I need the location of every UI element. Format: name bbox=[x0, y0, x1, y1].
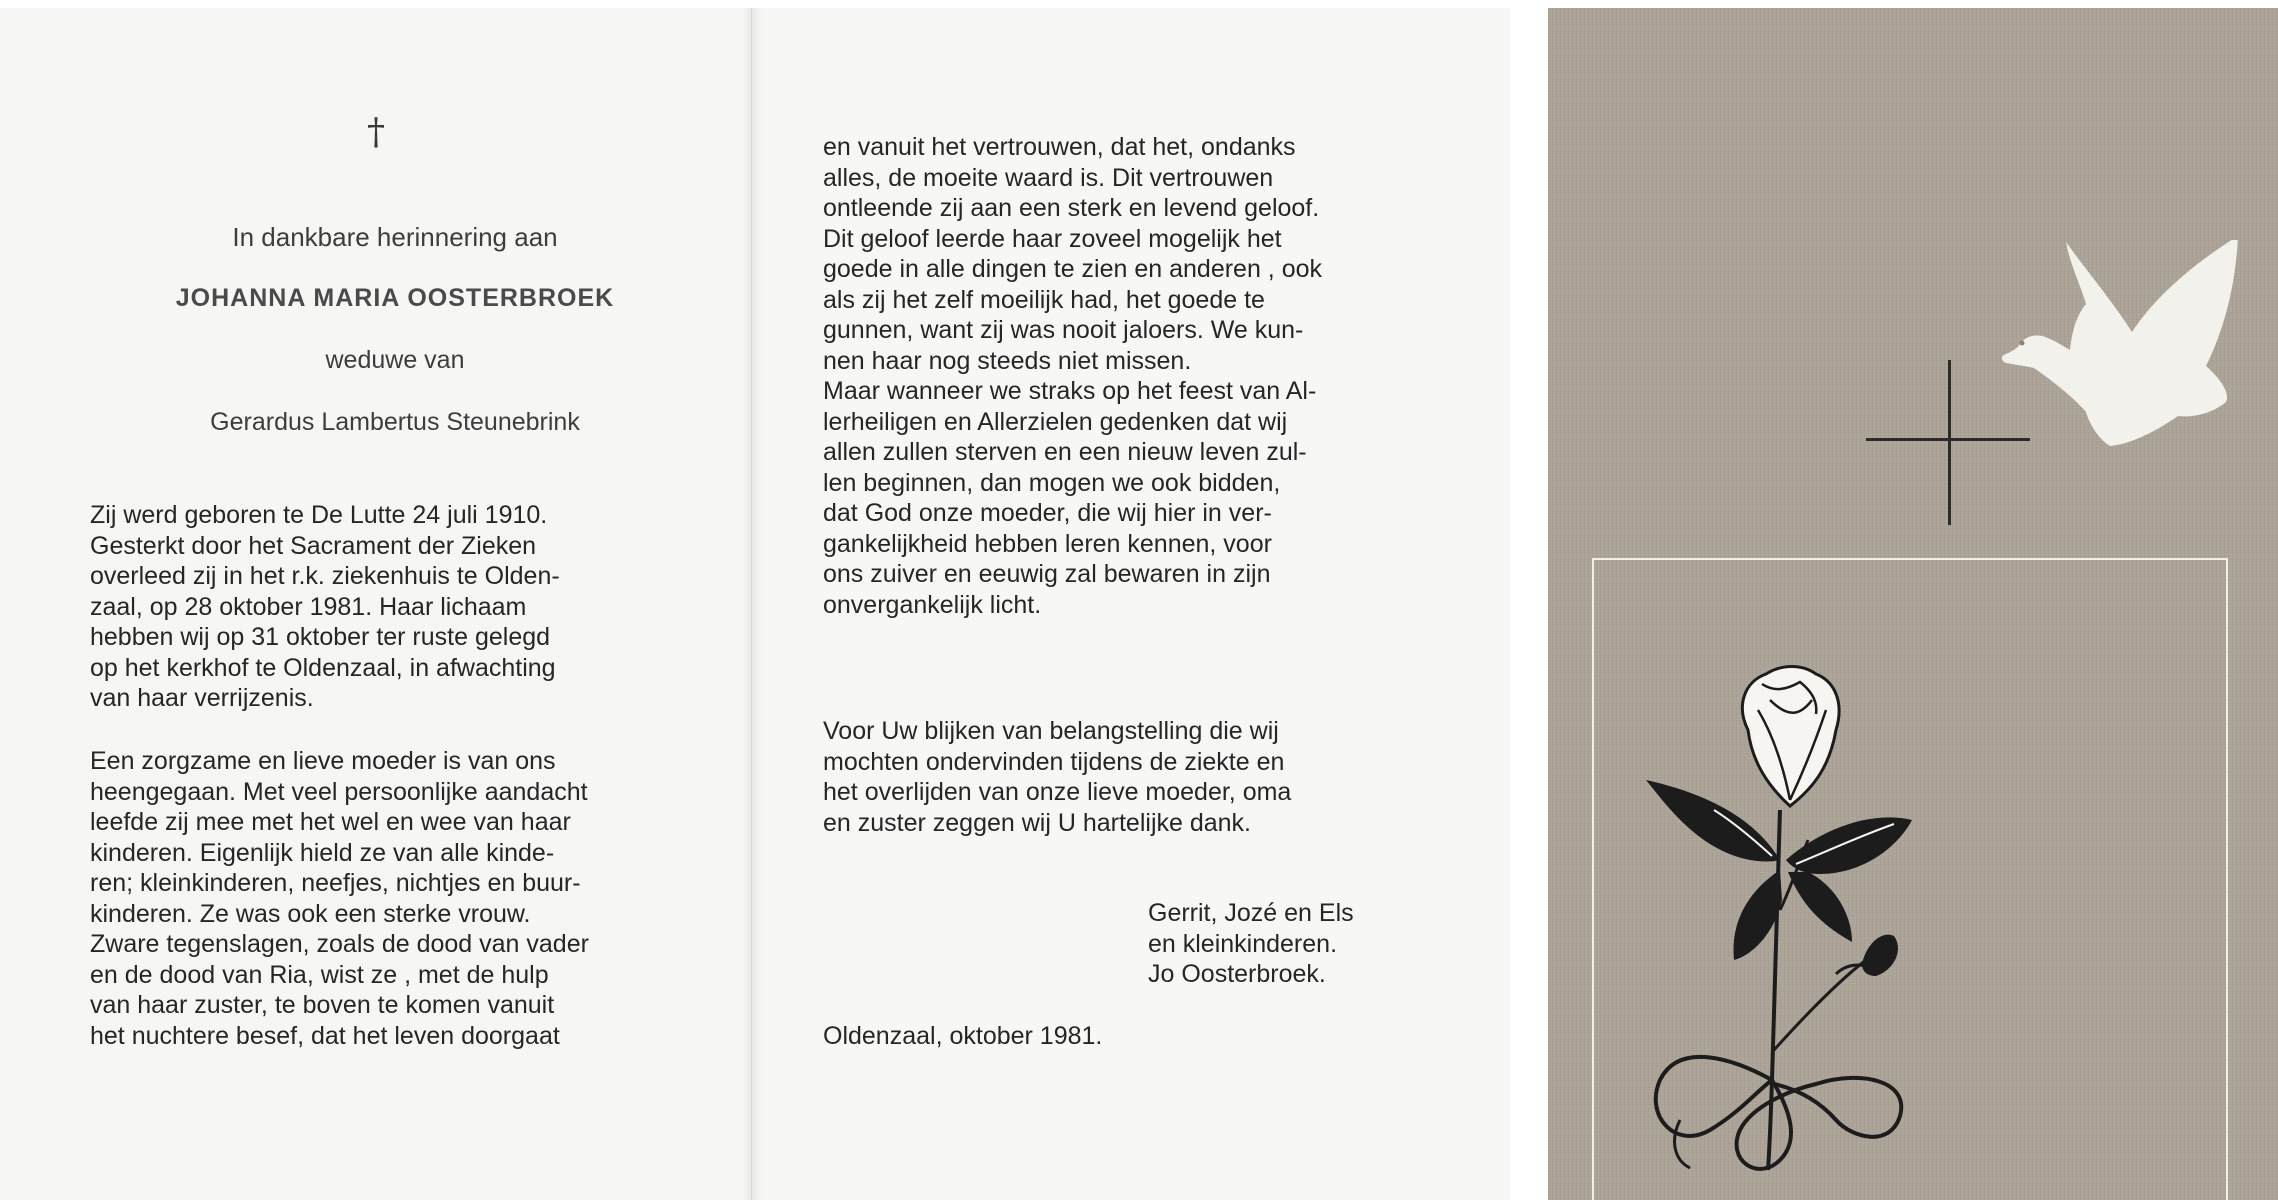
widow-of-text: weduwe van bbox=[325, 346, 465, 374]
tribute-paragraph: Een zorgzame en lieve moeder is van ons heengegaan. Met veel persoonlijke aandacht leefde zij mee met het wel en wee van haar kinderen. Eigenlijk hield ze van alle kinde- ren; kleinkinderen, neefjes, nichtjes en buur- kinderen. Ze was ook een sterke vrouw. Zware tegenslagen, zoals de dood van vader en de dood van Ria, wist ze , met de hulp van haar zuster, te boven te komen vanuit het nuchtere besef, dat het leven doorgaat bbox=[90, 747, 589, 1050]
biography-paragraph: Zij werd geboren te De Lutte 24 juli 1910. Gesterkt door het Sacrament der Zieken overleed zij in het r.k. ziekenhuis te Olden- zaal, op 28 oktober 1981. Haar lichaam hebben wij op 31 oktober ter ruste gelegd op het kerkhof te Oldenzaal, in afwachting van haar verrijzenis. bbox=[90, 501, 560, 712]
signature-block: Gerrit, Jozé en Els en kleinkinderen. Jo Oosterbroek. bbox=[1148, 899, 1354, 988]
faith-paragraph: en vanuit het vertrouwen, dat het, ondanks alles, de moeite waard is. Dit vertrouwen ontleende zij aan een sterk en levend geloof. Dit geloof leerde haar zoveel mogelijk het goede in alle dingen te zien en anderen , ook als zij het zelf moeilijk had, het goede te gunnen, want zij was nooit jaloers. We kun- nen haar nog steeds niet missen. Maar wanneer we straks op het feest van Al- lerheiligen en Allerzielen gedenken dat wij allen zullen sterven en een nieuw leven zul- len beginnen, dan mogen we ook bidden, dat God onze moeder, die wij hier in ver- gankelijkheid hebben leren kennen, voor ons zuiver en eeuwig zal bewaren in zijn onvergankelijk licht. bbox=[823, 133, 1322, 619]
rose-icon bbox=[1640, 660, 2020, 1200]
place-date: Oldenzaal, oktober 1981. bbox=[823, 1022, 1103, 1050]
cross-symbol: † bbox=[367, 112, 385, 153]
deceased-name: JOHANNA MARIA OOSTERBROEK bbox=[175, 284, 615, 312]
card-fold bbox=[742, 8, 762, 1200]
dove-icon bbox=[1990, 240, 2250, 505]
thanks-paragraph: Voor Uw blijken van belangstelling die wij mochten ondervinden tijdens de ziekte en het overlijden van onze lieve moeder, oma en zuster zeggen wij U hartelijke dank. bbox=[823, 717, 1292, 837]
spouse-name: Gerardus Lambertus Steunebrink bbox=[210, 408, 580, 436]
intro-text: In dankbare herinnering aan bbox=[232, 222, 558, 252]
